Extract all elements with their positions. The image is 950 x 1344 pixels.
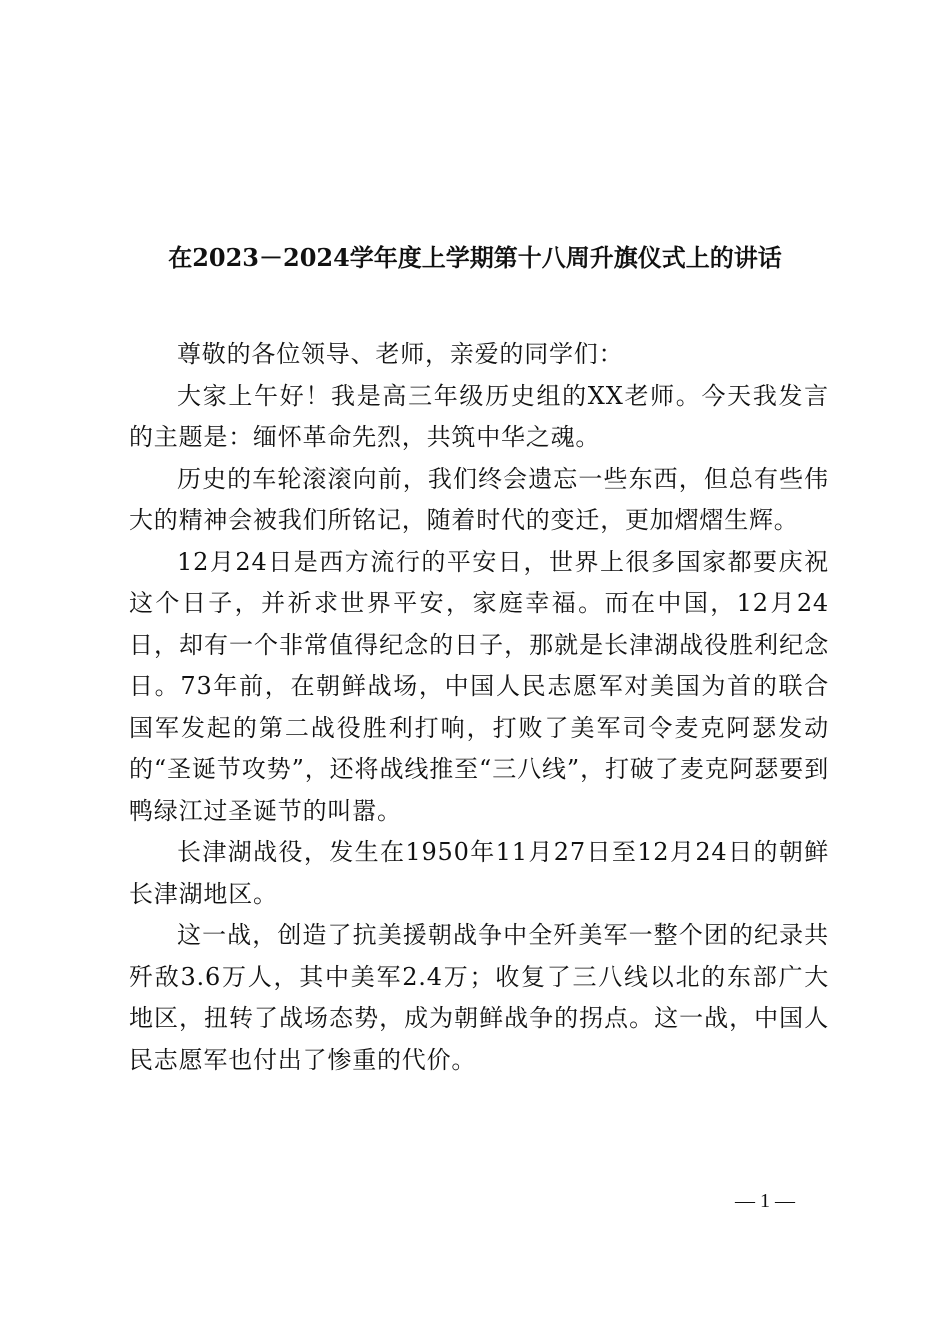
paragraph-december-24: 12月24日是西方流行的平安日，世界上很多国家都要庆祝这个日子，并祈求世界平安，家庭幸福。而在中国，12月24日，却有一个非常值得纪念的日子，那就是长津湖战役胜利纪念日。73年前，在朝鲜战场，中国人民志愿军对美国为首的联合国军发起的第二战役胜利打响，打败了美军司令麦克阿瑟发动的“圣诞节攻势”，还将战线推至“三八线”，打破了麦克阿瑟要到鸭绿江过圣诞节的叫嚣。: [129, 547, 829, 825]
paragraph-greeting: 大家上午好！我是高三年级历史组的XX老师。今天我发言的主题是：缅怀革命先烈，共筑中华之魂。: [129, 381, 829, 451]
paragraph-changjin-lake: 长津湖战役，发生在1950年11月27日至12月24日的朝鲜长津湖地区。: [129, 838, 829, 908]
page-number: — 1 —: [735, 1190, 795, 1212]
paragraph-salutation: 尊敬的各位领导、老师，亲爱的同学们：: [177, 340, 624, 368]
speech-body: [129, 334, 829, 1081]
paragraph-history: 历史的车轮滚滚向前，我们终会遗忘一些东西，但总有些伟大的精神会被我们所铭记，随着时代的变迁，更加熠熠生辉。: [129, 464, 829, 534]
page-title: 在2023－2024学年度上学期第十八周升旗仪式上的讲话: [168, 243, 782, 272]
paragraph-battle-result: 这一战，创造了抗美援朝战争中全歼美军一整个团的纪录共歼敌3.6万人，其中美军2.4万；收复了三八线以北的东部广大地区，扭转了战场态势，成为朝鲜战争的拐点。这一战，中国人民志愿军也付出了惨重的代价。: [129, 921, 829, 1074]
